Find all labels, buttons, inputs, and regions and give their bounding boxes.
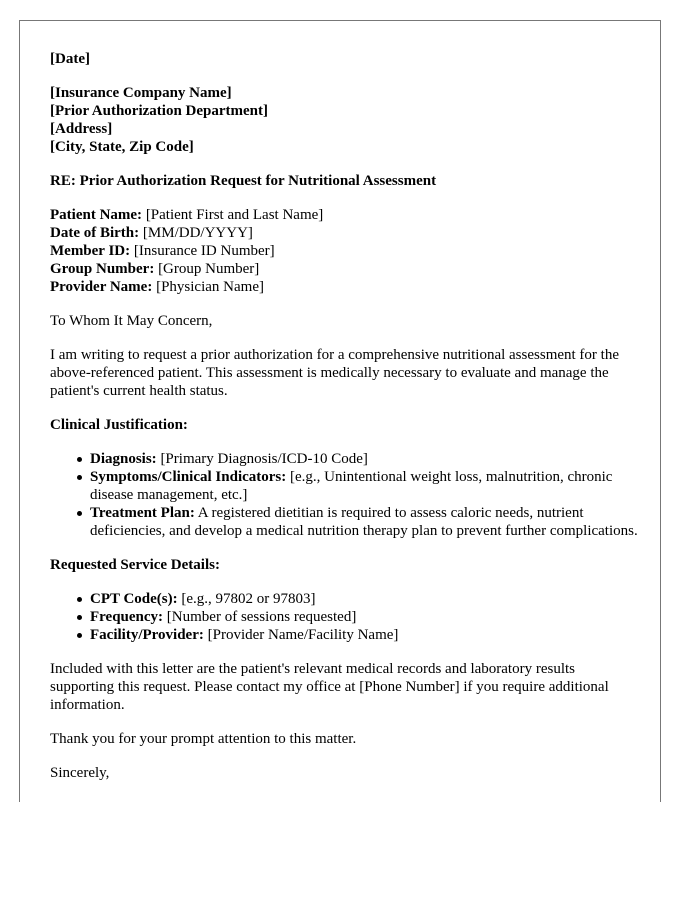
provider-name-line bbox=[50, 278, 640, 296]
list-item-treatment-plan bbox=[90, 504, 640, 540]
field-label: Group Number: bbox=[50, 261, 155, 277]
dob-line bbox=[50, 224, 640, 242]
thanks-line: Thank you for your prompt attention to this matter. bbox=[50, 731, 357, 747]
recipient-city-state-zip: [City, State, Zip Code] bbox=[50, 139, 194, 155]
item-value: [e.g., 97802 or 97803] bbox=[177, 591, 316, 607]
field-value: [Physician Name] bbox=[152, 279, 264, 295]
item-label: Diagnosis: bbox=[90, 451, 157, 467]
item-label: CPT Code(s): bbox=[90, 591, 178, 607]
letter-date: [Date] bbox=[50, 51, 90, 67]
item-value: [Provider Name/Facility Name] bbox=[203, 627, 399, 643]
list-item-cpt-codes bbox=[90, 590, 640, 608]
recipient-company: [Insurance Company Name] bbox=[50, 85, 232, 101]
field-label: Date of Birth: bbox=[50, 225, 140, 241]
subject-line: RE: Prior Authorization Request for Nutritional Assessment bbox=[50, 173, 437, 189]
item-value: [e.g., Unintentional weight loss, malnutrition, chronic disease management, etc.] bbox=[90, 469, 613, 503]
recipient-block bbox=[50, 84, 640, 156]
letter-content bbox=[50, 50, 640, 798]
item-label: Frequency: bbox=[90, 609, 164, 625]
field-label: Patient Name: bbox=[50, 207, 143, 223]
list-item-diagnosis bbox=[90, 450, 640, 468]
service-heading: Requested Service Details: bbox=[50, 557, 220, 573]
service-list bbox=[50, 590, 640, 644]
field-value: [Patient First and Last Name] bbox=[142, 207, 324, 223]
item-value: [Primary Diagnosis/ICD-10 Code] bbox=[156, 451, 368, 467]
salutation: To Whom It May Concern, bbox=[50, 313, 213, 329]
letter-page bbox=[19, 20, 661, 802]
sign-off: Sincerely, bbox=[50, 765, 110, 781]
item-label: Treatment Plan: bbox=[90, 505, 195, 521]
item-value: A registered dietitian is required to assess caloric needs, nutrient deficiencies, and develop a medical nutrition therapy plan to prevent further complications. bbox=[90, 505, 638, 539]
field-label: Provider Name: bbox=[50, 279, 153, 295]
recipient-address: [Address] bbox=[50, 121, 113, 137]
item-value: [Number of sessions requested] bbox=[163, 609, 357, 625]
field-value: [Group Number] bbox=[154, 261, 260, 277]
list-item-frequency bbox=[90, 608, 640, 626]
item-label: Symptoms/Clinical Indicators: bbox=[90, 469, 287, 485]
list-item-facility-provider bbox=[90, 626, 640, 644]
intro-paragraph: I am writing to request a prior authorization for a comprehensive nutritional assessment for the above-referenced patient. This assessment is medically necessary to evaluate and manage the patient's current health status. bbox=[50, 347, 619, 399]
clinical-heading: Clinical Justification: bbox=[50, 417, 188, 433]
patient-name-line bbox=[50, 206, 640, 224]
group-number-line bbox=[50, 260, 640, 278]
patient-info-block bbox=[50, 206, 640, 296]
list-item-symptoms bbox=[90, 468, 640, 504]
field-value: [MM/DD/YYYY] bbox=[139, 225, 253, 241]
item-label: Facility/Provider: bbox=[90, 627, 204, 643]
field-value: [Insurance ID Number] bbox=[130, 243, 275, 259]
member-id-line bbox=[50, 242, 640, 260]
field-label: Member ID: bbox=[50, 243, 131, 259]
recipient-department: [Prior Authorization Department] bbox=[50, 103, 269, 119]
clinical-list bbox=[50, 450, 640, 540]
closing-paragraph: Included with this letter are the patient's relevant medical records and laboratory results supporting this request. Please contact my office at [Phone Number] if you require additional information. bbox=[50, 661, 609, 713]
